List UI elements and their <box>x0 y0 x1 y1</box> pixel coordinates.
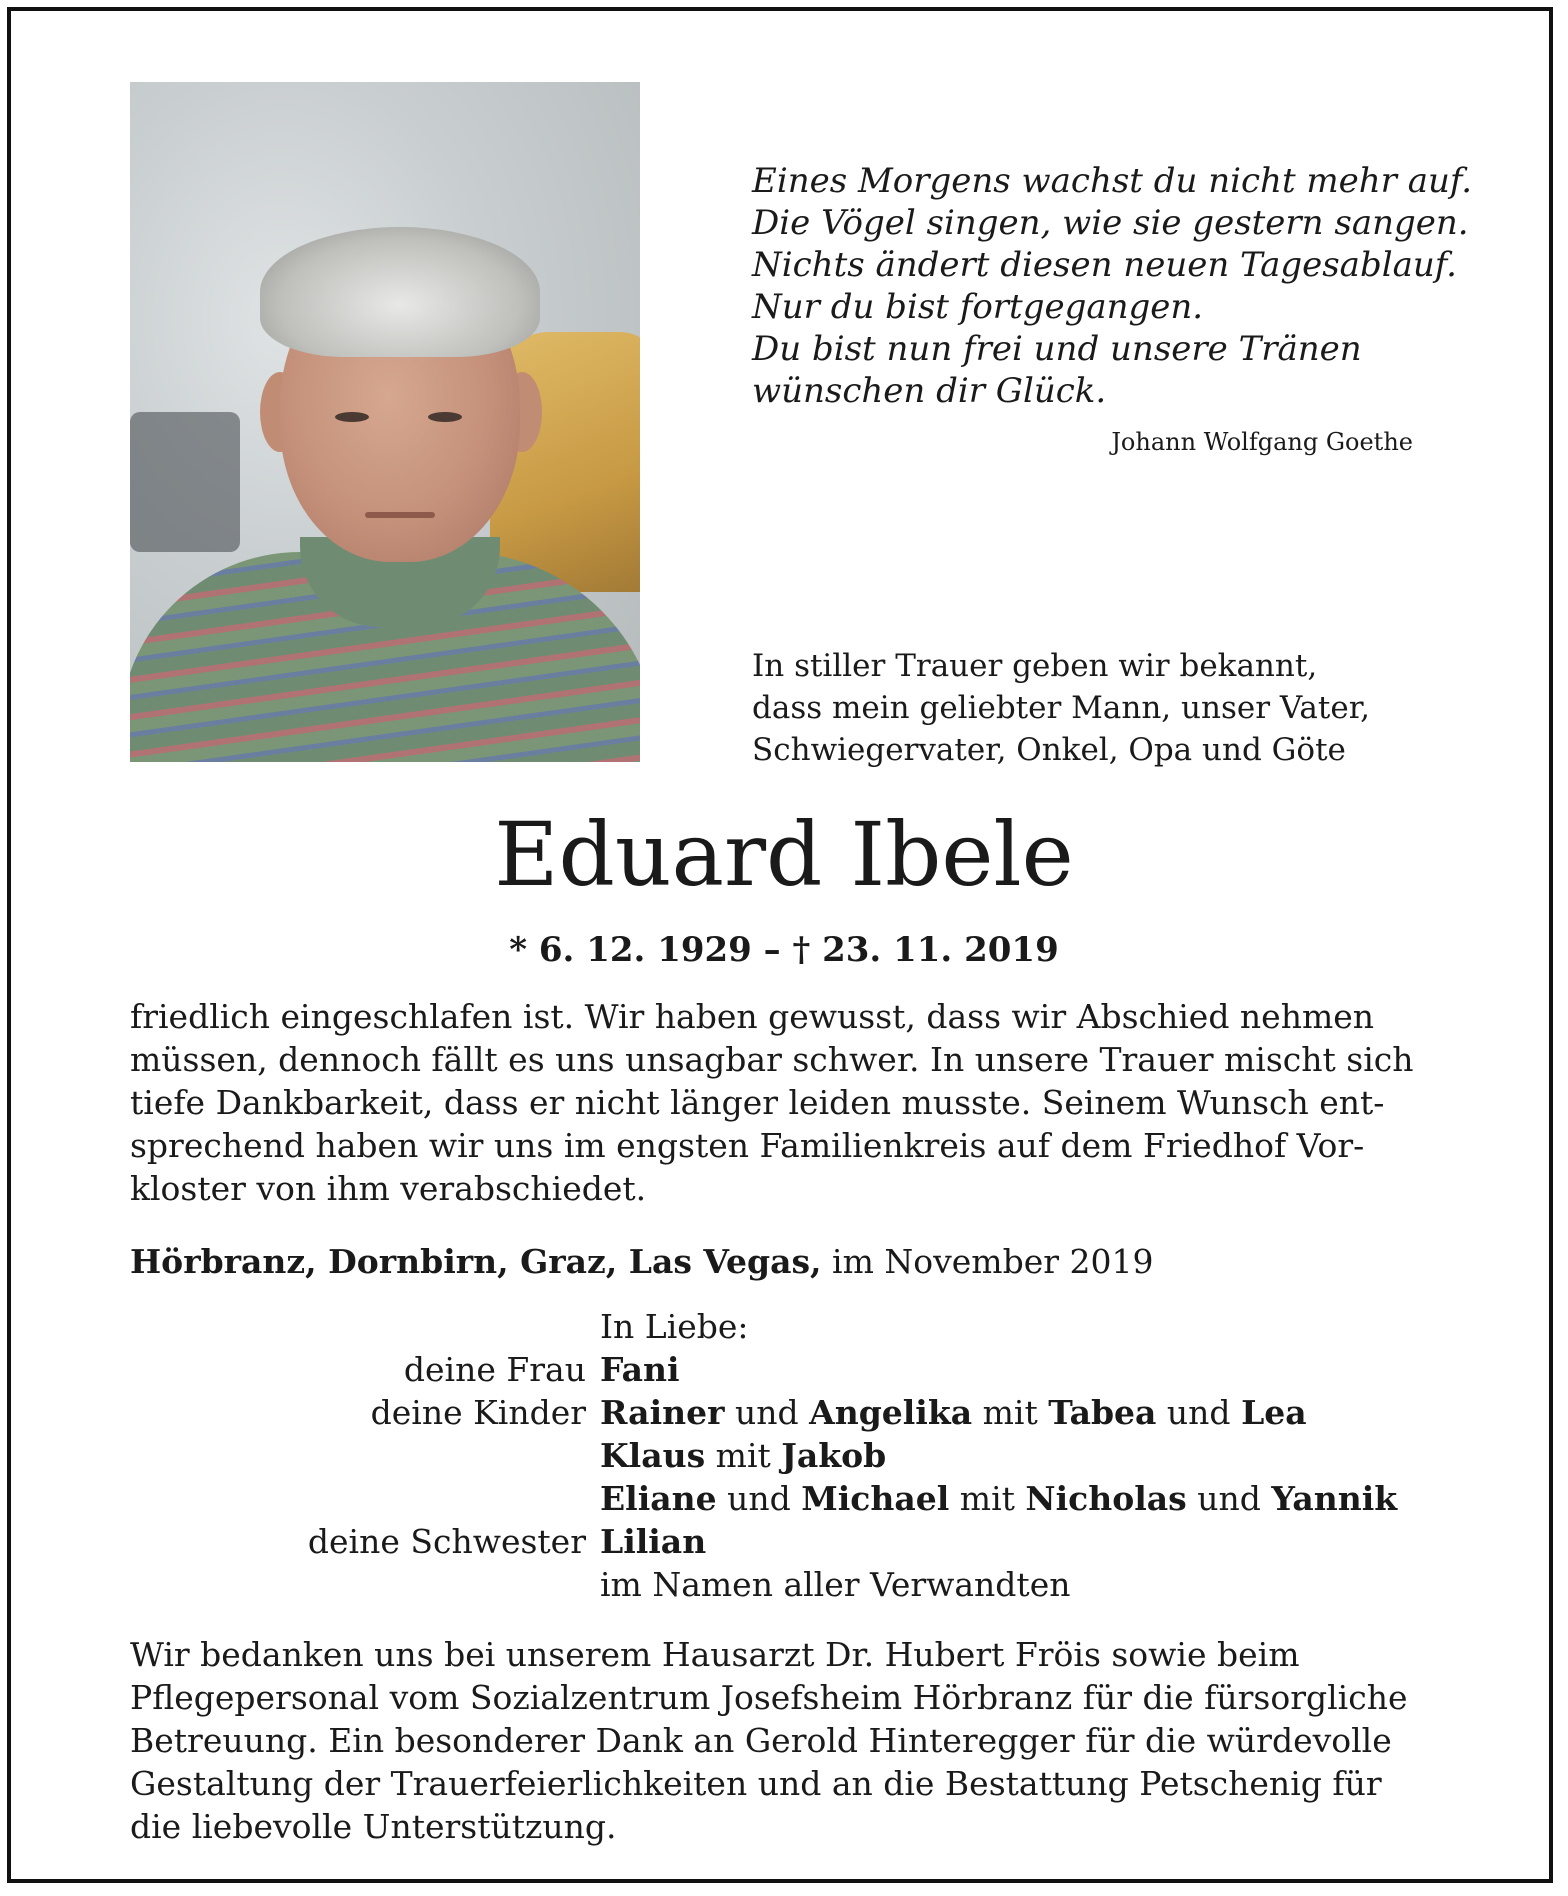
relation-label: deine Frau <box>403 1350 586 1389</box>
poem-line: Nichts ändert diesen neuen Tagesablauf. <box>752 245 1457 285</box>
intro-line: Schwiegervater, Onkel, Opa und Göte <box>752 732 1346 768</box>
family-member: Tabea <box>1048 1393 1157 1432</box>
poem-line: Du bist nun frei und unsere Tränen <box>752 329 1362 369</box>
family-member: Michael <box>801 1479 950 1518</box>
family-member: Yannik <box>1271 1479 1398 1518</box>
intro-line: In stiller Trauer geben wir bekannt, <box>752 648 1318 684</box>
body-line: friedlich eingeschlafen ist. Wir haben gewusst, dass wir Abschied nehmen <box>130 997 1375 1036</box>
thanks-line: Betreuung. Ein besonderer Dank an Gerold Hinteregger für die würdevolle <box>130 1721 1392 1760</box>
thanks-line: Pflegepersonal vom Sozialzentrum Josefsheim Hörbranz für die fürsorgliche <box>130 1678 1408 1717</box>
date-line: im November 2019 <box>821 1242 1154 1281</box>
life-dates: * 6. 12. 1929 – † 23. 11. 2019 <box>509 930 1059 970</box>
connector: mit <box>972 1393 1049 1432</box>
place-and-date <box>130 1240 1153 1283</box>
family-closing: im Namen aller Verwandten <box>600 1565 1071 1604</box>
connector: mit <box>705 1436 782 1475</box>
thanks-line: die liebevolle Unterstützung. <box>130 1807 617 1846</box>
family-member: Lea <box>1241 1393 1307 1432</box>
family-member: Lilian <box>600 1522 707 1561</box>
intro-line: dass mein geliebter Mann, unser Vater, <box>752 690 1370 726</box>
family-member: Nicholas <box>1025 1479 1187 1518</box>
poem-line: wünschen dir Glück. <box>752 371 1107 411</box>
thanks-line: Gestaltung der Trauerfeierlichkeiten und an die Bestattung Petschenig für <box>130 1764 1382 1803</box>
family-member: Angelika <box>809 1393 973 1432</box>
family-member: Fani <box>600 1350 680 1389</box>
body-line: sprechend haben wir uns im engsten Familienkreis auf dem Friedhof Vor- <box>130 1126 1365 1165</box>
connector: mit <box>949 1479 1026 1518</box>
family-member: Jakob <box>781 1436 887 1475</box>
thanks-text <box>130 1633 1435 1848</box>
poem-line: Die Vögel singen, wie sie gestern sangen. <box>752 203 1469 243</box>
body-line: müssen, dennoch fällt es uns unsagbar schwer. In unsere Trauer mischt sich <box>130 1040 1414 1079</box>
body-line: kloster von ihm verabschiedet. <box>130 1169 647 1208</box>
places-list: Hörbranz, Dornbirn, Graz, Las Vegas, <box>130 1242 822 1281</box>
relation-label: deine Kinder <box>370 1393 586 1432</box>
poem <box>752 160 1473 412</box>
connector: und <box>724 1393 810 1432</box>
deceased-name: Eduard Ibele <box>494 803 1074 906</box>
connector: und <box>1156 1393 1242 1432</box>
announcement-body <box>130 995 1435 1210</box>
portrait-photo <box>130 82 640 762</box>
poem-line: Eines Morgens wachst du nicht mehr auf. <box>752 161 1473 201</box>
thanks-line: Wir bedanken uns bei unserem Hausarzt Dr. Hubert Fröis sowie beim <box>130 1635 1300 1674</box>
family-list <box>130 1305 1450 1606</box>
connector: und <box>1186 1479 1272 1518</box>
body-line: tiefe Dankbarkeit, dass er nicht länger leiden musste. Seinem Wunsch ent- <box>130 1083 1385 1122</box>
connector: und <box>716 1479 802 1518</box>
family-member: Eliane <box>600 1479 717 1518</box>
intro-text <box>752 645 1442 771</box>
family-member: Rainer <box>600 1393 725 1432</box>
family-intro: In Liebe: <box>600 1307 749 1346</box>
family-member: Klaus <box>600 1436 706 1475</box>
poem-line: Nur du bist fortgegangen. <box>752 287 1204 327</box>
relation-label: deine Schwester <box>307 1522 586 1561</box>
poem-author: Johann Wolfgang Goethe <box>1111 428 1413 456</box>
